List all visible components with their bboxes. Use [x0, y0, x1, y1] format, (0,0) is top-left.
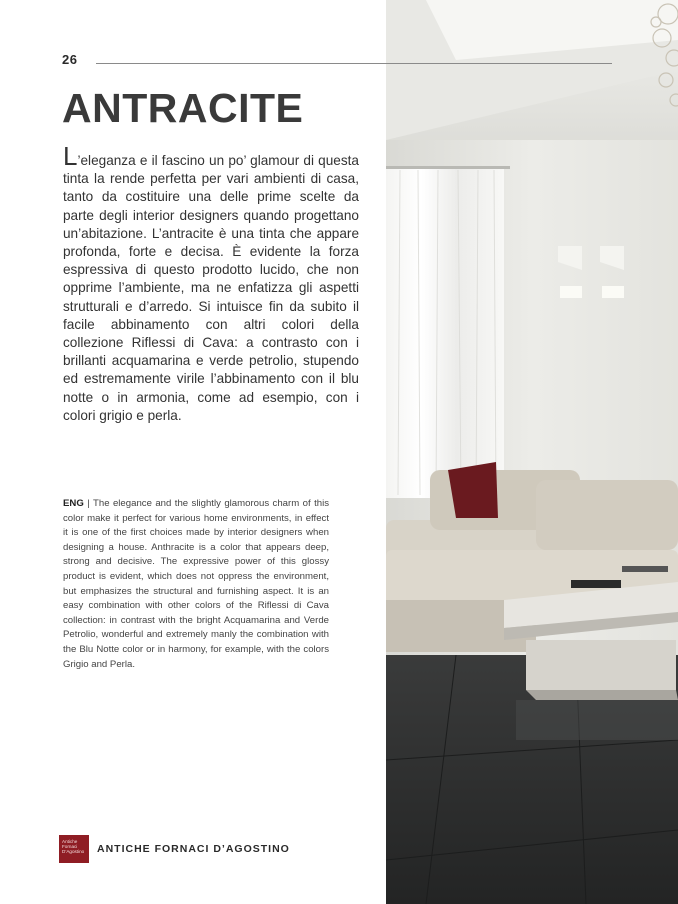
- english-body: The elegance and the slightly glamorous charm of this color make it perfect for various home environments, in effect it is one of the first choices made by interior designers when designing a house. Anthracite is a color that appears deep, strong and decisive. The expressive power of this glossy product is evident, which does not oppress the environment, but emphasizes the structural and furnishing aspect. It is an easy combination with other colors of the Riflessi di Cava collection: in contrast with the bright Acquamarina and Verde Petrolio, wonderful and extremely manly the combination with the Blu Notte color or in harmony, for example, with the colors Grigio and Perla.: [63, 498, 330, 670]
- curtain: [386, 168, 504, 498]
- language-separator: |: [83, 498, 93, 509]
- brand-logo-text: Antiche Fornaci D’Agostino: [62, 839, 85, 855]
- header-rule: [96, 63, 612, 64]
- living-room-illustration: [386, 0, 678, 904]
- brand-logo: [59, 835, 89, 863]
- floor-reflection: [516, 700, 678, 740]
- italian-body: ’eleganza e il fascino un po’ glamour di questa tinta la rende perfetta per vari ambienti di casa, tanto da costituire una delle prime scelte da parte degli interior designers quando progettano un’abitazione. L’antracite è una tinta che appare profonda, forte e decisa. È evidente la forza espressiva di questo prodotto lucido, che non opprime l’ambiente, ma ne enfatizza gli aspetti strutturali e d’arredo. Si intuisce fin da subito il facile abbinamento con altri colori della collezione Riflessi di Cava: a contrasto con i brillanti acquamarina e verde petrolio, stupendo ed estremamente virile l’abbinamento con il blu notte o in armonia, come ad esempio, con i colori grigio e perla.: [63, 153, 359, 423]
- drop-cap: L: [63, 141, 78, 171]
- red-cushion: [448, 462, 498, 518]
- page-number: 26: [62, 52, 78, 67]
- language-label: ENG: [63, 498, 84, 509]
- footer-brand-name: ANTICHE FORNACI D’AGOSTINO: [97, 843, 290, 855]
- italian-description: [63, 141, 359, 425]
- interior-photo: [386, 0, 678, 904]
- english-description: [63, 497, 329, 672]
- page-title: ANTRACITE: [62, 85, 304, 131]
- curtain-rod: [386, 166, 510, 169]
